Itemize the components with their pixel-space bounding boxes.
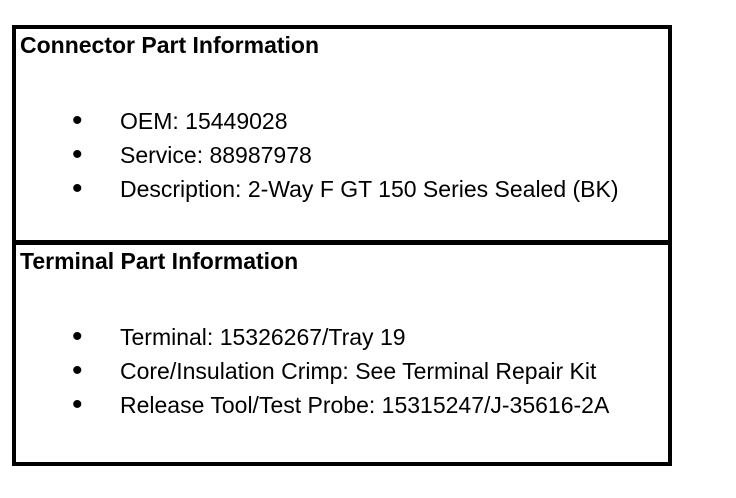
bullet-icon: •: [72, 104, 83, 137]
bullet-icon: •: [72, 388, 83, 421]
list-item-text: Service: 88987978: [120, 142, 312, 168]
connector-part-section: [16, 29, 668, 245]
terminal-part-section: [16, 245, 668, 422]
list-item-text: OEM: 15449028: [120, 108, 288, 134]
list-item-text: Terminal: 15326267/Tray 19: [120, 324, 406, 350]
part-information-panel: [12, 25, 672, 466]
list-item: [20, 138, 666, 172]
connector-section-title: Connector Part Information: [20, 32, 320, 58]
list-item-text: Description: 2-Way F GT 150 Series Sealed (BK): [120, 176, 619, 202]
terminal-item-list: [20, 320, 666, 422]
bullet-icon: •: [72, 354, 83, 387]
list-item: [20, 354, 666, 388]
list-item: [20, 388, 666, 422]
bullet-icon: •: [72, 138, 83, 171]
bullet-icon: •: [72, 320, 83, 353]
terminal-section-title: Terminal Part Information: [20, 248, 299, 274]
list-item: [20, 320, 666, 354]
list-item-text: Core/Insulation Crimp: See Terminal Repair Kit: [120, 358, 597, 384]
bullet-icon: •: [72, 172, 83, 205]
list-item-text: Release Tool/Test Probe: 15315247/J-35616-2A: [120, 392, 610, 418]
list-item: [20, 104, 666, 138]
connector-item-list: [20, 104, 666, 206]
list-item: [20, 172, 666, 206]
